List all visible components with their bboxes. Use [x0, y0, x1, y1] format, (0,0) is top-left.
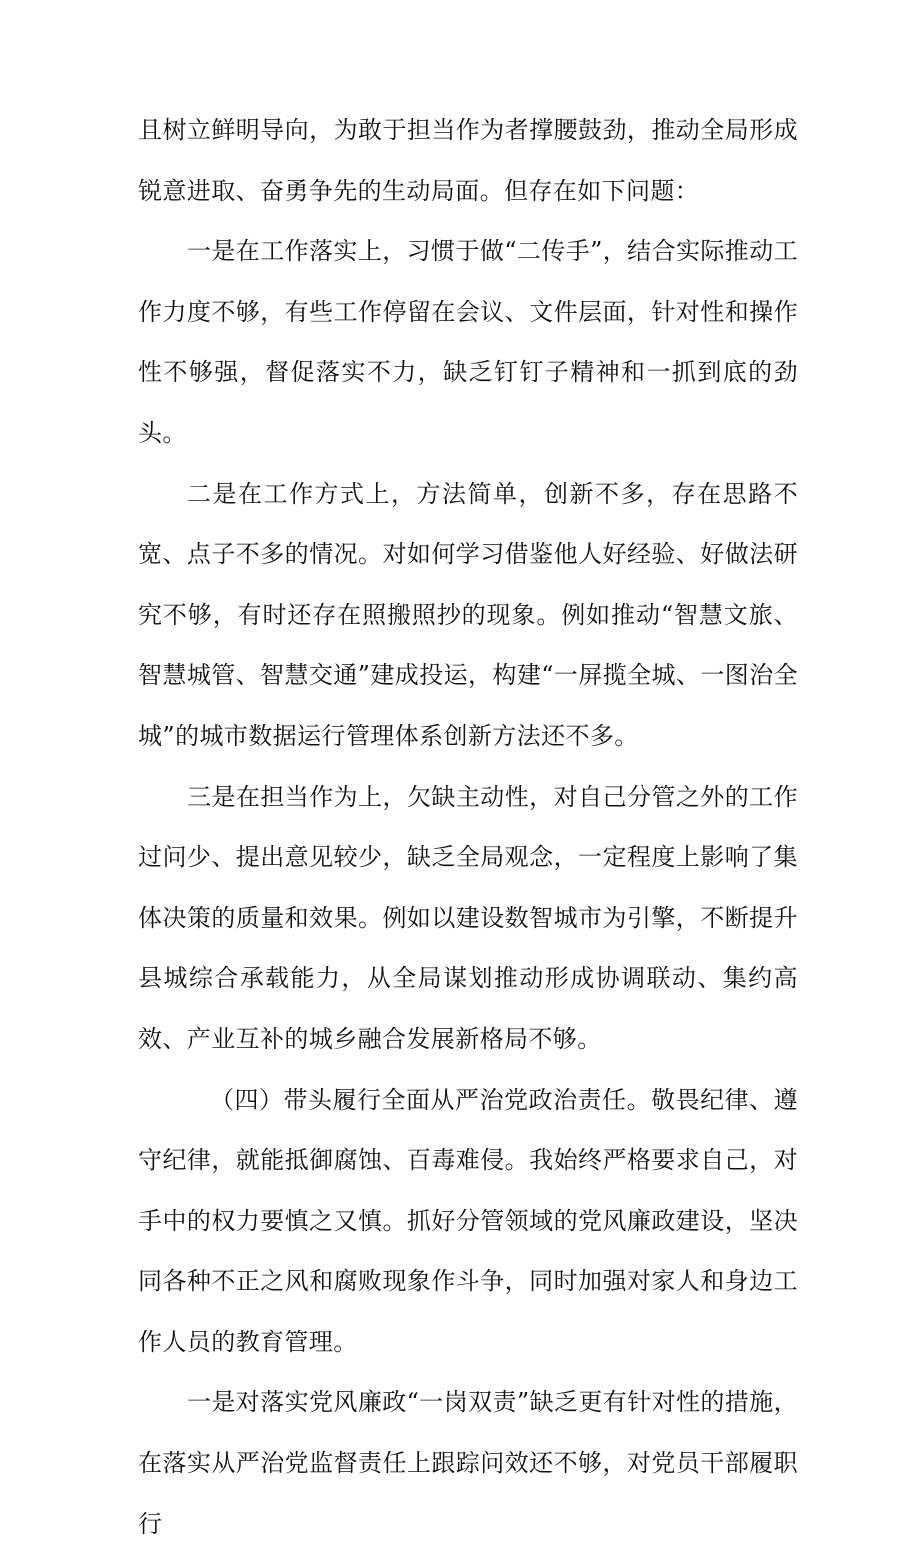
paragraph-section-four-issue-one: 一是对落实党风廉政“一岗双责”缺乏更有针对性的措施，在落实从严治党监督责任上跟踪问效还不够，对党员干部履职行	[138, 1388, 798, 1538]
paragraph-issue-three-responsibility: 三是在担当作为上，欠缺主动性，对自己分管之外的工作过问少、提出意见较少，缺乏全局观念，一定程度上影响了集体决策的质量和效果。例如以建设数智城市为引擎，不断提升县城综合承载能力，从全局谋划推动形成协调联动、集约高效、产业互补的城乡融合发展新格局不够。	[138, 782, 798, 1053]
paragraph-continuation: 且树立鲜明导向，为敢于担当作为者撑腰鼓劲，推动全局形成锐意进取、奋勇争先的生动局面。但存在如下问题：	[138, 116, 798, 205]
document-body	[138, 100, 798, 1554]
paragraph-issue-two-work-method: 二是在工作方式上，方法简单，创新不多，存在思路不宽、点子不多的情况。对如何学习借鉴他人好经验、好做法研究不够，有时还存在照搬照抄的现象。例如推动“智慧文旅、智慧城管、智慧交通”建成投运，构建“一屏揽全城、一图治全城”的城市数据运行管理体系创新方法还不多。	[138, 479, 798, 750]
paragraph-section-four-heading: （四）带头履行全面从严治党政治责任。敬畏纪律、遵守纪律，就能抵御腐蚀、百毒难侵。我始终严格要求自己，对手中的权力要慎之又慎。抓好分管领域的党风廉政建设，坚决同各种不正之风和腐败现象作斗争，同时加强对家人和身边工作人员的教育管理。	[138, 1085, 798, 1356]
paragraph-issue-one-work-implementation: 一是在工作落实上，习惯于做“二传手”，结合实际推动工作力度不够，有些工作停留在会议、文件层面，针对性和操作性不够强，督促落实不力，缺乏钉钉子精神和一抓到底的劲头。	[138, 237, 798, 447]
